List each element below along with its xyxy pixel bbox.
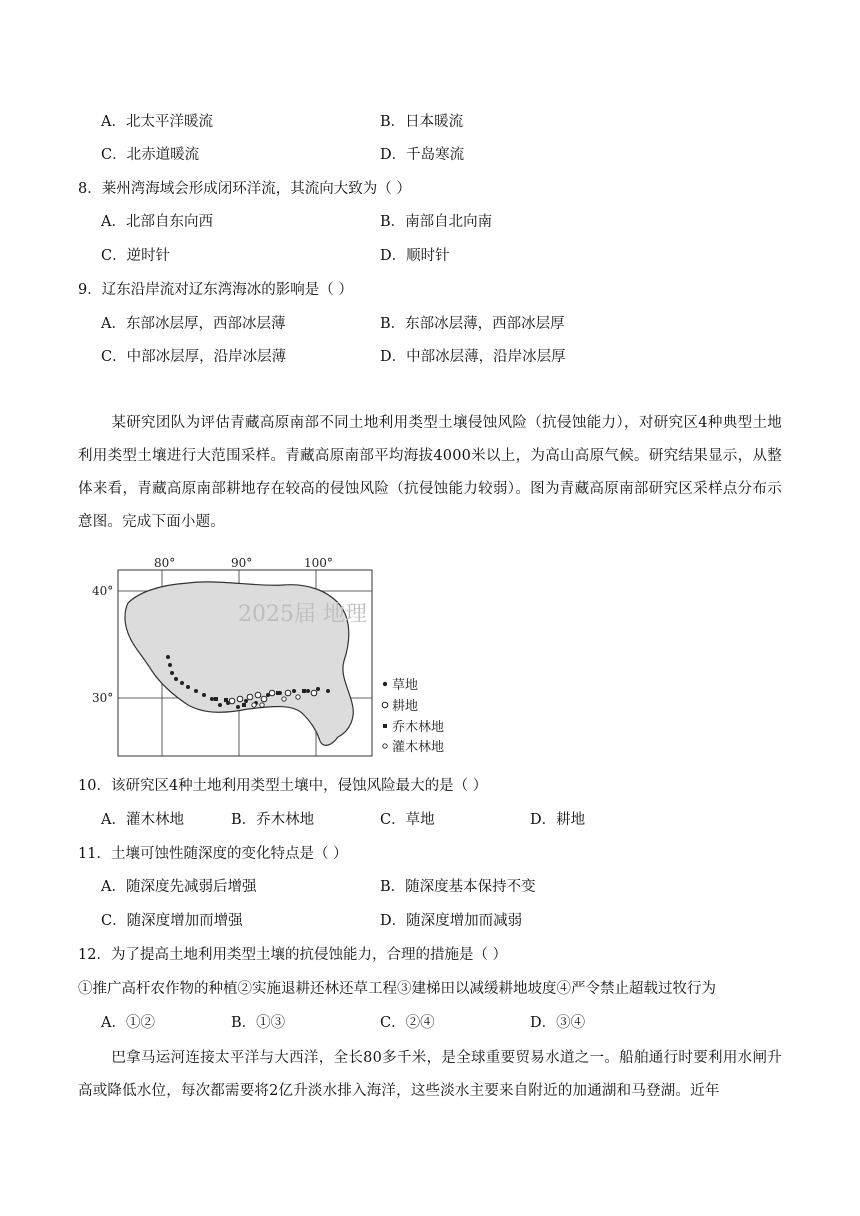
sample-point-grassland [210, 697, 214, 701]
q9-option-b[interactable]: B．东部冰层薄，西部冰层厚 [380, 316, 565, 332]
legend-label-shrubland: 灌木林地 [392, 740, 445, 755]
q10-option-c[interactable]: C．草地 [380, 812, 435, 828]
legend-label-forest: 乔木林地 [392, 720, 445, 735]
sample-point-forest [276, 691, 280, 695]
q12-statements: ①推广高杆农作物的种植②实施退耕还林还草工程③建梯田以减缓耕地坡度④严令禁止超载过牧行为 [78, 981, 716, 997]
q10-option-a[interactable]: A．灌木林地 [101, 812, 184, 828]
lon-label-80: 80° [154, 556, 176, 570]
sample-point-grassland [306, 689, 310, 693]
q7-option-a[interactable]: A．北太平洋暖流 [101, 114, 213, 130]
legend-label-grassland: 草地 [392, 678, 419, 693]
reading-passage-tibet [78, 407, 782, 539]
sample-point-cropland [285, 690, 291, 696]
q9-option-c[interactable]: C．中部冰层厚，沿岸冰层薄 [101, 349, 287, 365]
q9-option-d[interactable]: D．中部冰层薄，沿岸冰层厚 [380, 349, 566, 365]
map-watermark: 2025届 地理 [238, 602, 367, 627]
sample-point-forest [242, 703, 246, 707]
reading-passage-panama [78, 1042, 782, 1108]
legend-label-cropland: 耕地 [392, 699, 419, 714]
q12-option-d[interactable]: D．③④ [530, 1015, 586, 1031]
sample-point-cropland [247, 694, 253, 700]
sample-point-grassland [316, 687, 320, 691]
q8-option-b[interactable]: B．南部自北向南 [380, 214, 493, 230]
sample-point-grassland [236, 705, 240, 709]
sample-point-forest [214, 697, 218, 701]
q12-option-a[interactable]: A．①② [101, 1015, 155, 1031]
sample-point-grassland [326, 689, 330, 693]
legend-symbol-shrubland [383, 744, 387, 748]
sample-point-grassland [244, 699, 248, 703]
passage-text: 巴拿马运河连接太平洋与大西洋，全长80多千米，是全球重要贸易水道之一。船舶通行时要利用水闸升高或降低水位，每次都需要将2亿升淡水排入海洋，这些淡水主要来自附近的加通湖和马登湖。近年 [78, 1050, 782, 1099]
sample-point-cropland [269, 690, 275, 696]
lat-label-40: 40° [92, 584, 114, 598]
q9-stem: 9．辽东沿岸流对辽东湾海冰的影响是（ ） [78, 282, 353, 298]
sample-point-shrubland [296, 695, 300, 699]
q11-option-a[interactable]: A．随深度先减弱后增强 [101, 879, 257, 895]
sample-point-cropland [261, 696, 267, 702]
legend-symbol-cropland [382, 702, 388, 708]
sample-point-cropland [237, 696, 243, 702]
sample-point-cropland [311, 690, 317, 696]
lon-label-100: 100° [304, 556, 333, 570]
q11-stem: 11．土壤可蚀性随深度的变化特点是（ ） [78, 846, 348, 862]
q8-option-d[interactable]: D．顺时针 [380, 248, 450, 264]
q12-stem: 12．为了提高土地利用类型土壤的抗侵蚀能力，合理的措施是（ ） [78, 947, 508, 963]
sample-point-grassland [186, 685, 190, 689]
lon-label-90: 90° [231, 556, 253, 570]
q10-option-d[interactable]: D．耕地 [530, 812, 586, 828]
q9-option-a[interactable]: A．东部冰层厚，西部冰层薄 [101, 316, 286, 332]
legend-symbol-grassland [383, 682, 387, 686]
sample-point-forest [302, 689, 306, 693]
sample-point-grassland [194, 689, 198, 693]
sample-point-grassland [218, 703, 222, 707]
q12-option-c[interactable]: C．②④ [380, 1015, 435, 1031]
sample-point-shrubland [252, 703, 256, 707]
legend-symbol-forest [383, 724, 387, 728]
lat-label-30: 30° [92, 691, 114, 705]
sample-point-grassland [166, 655, 170, 659]
q12-option-b[interactable]: B．①③ [231, 1015, 286, 1031]
q7-option-c[interactable]: C．北赤道暖流 [101, 147, 200, 163]
q11-option-c[interactable]: C．随深度增加而增强 [101, 913, 243, 929]
sample-point-forest [224, 698, 228, 702]
q10-stem: 10．该研究区4种土地利用类型土壤中，侵蚀风险最大的是（ ） [78, 778, 488, 794]
q7-option-b[interactable]: B．日本暖流 [380, 114, 464, 130]
sample-point-cropland [255, 692, 261, 698]
q8-stem: 8．莱州湾海域会形成闭环洋流，其流向大致为（ ） [78, 181, 411, 197]
q11-option-d[interactable]: D．随深度增加而减弱 [380, 913, 523, 929]
sample-point-grassland [174, 677, 178, 681]
q11-option-b[interactable]: B．随深度基本保持不变 [380, 879, 536, 895]
q10-option-b[interactable]: B．乔木林地 [231, 812, 315, 828]
q8-option-c[interactable]: C．逆时针 [101, 248, 171, 264]
passage-text: 某研究团队为评估青藏高原南部不同土地利用类型土壤侵蚀风险（抗侵蚀能力），对研究区4种典型土地利用类型土壤进行大范围采样。青藏高原南部平均海拔4000米以上，为高山高原气候。研究结果显示，从整体来看，青藏高原南部耕地存在较高的侵蚀风险（抗侵蚀能力较弱）。图为青藏高原南部研究区采样点分布示意图。完成下面小题。 [78, 415, 782, 530]
sample-point-grassland [202, 693, 206, 697]
sample-point-cropland [229, 698, 235, 704]
sampling-map [92, 553, 458, 759]
sample-point-grassland [292, 689, 296, 693]
sample-point-shrubland [260, 703, 264, 707]
q8-option-a[interactable]: A．北部自东向西 [101, 214, 213, 230]
q7-option-d[interactable]: D．千岛寒流 [380, 147, 465, 163]
sample-point-shrubland [282, 697, 286, 701]
map-legend [382, 677, 444, 755]
sample-point-grassland [168, 663, 172, 667]
sample-point-grassland [170, 671, 174, 675]
sample-point-grassland [180, 681, 184, 685]
